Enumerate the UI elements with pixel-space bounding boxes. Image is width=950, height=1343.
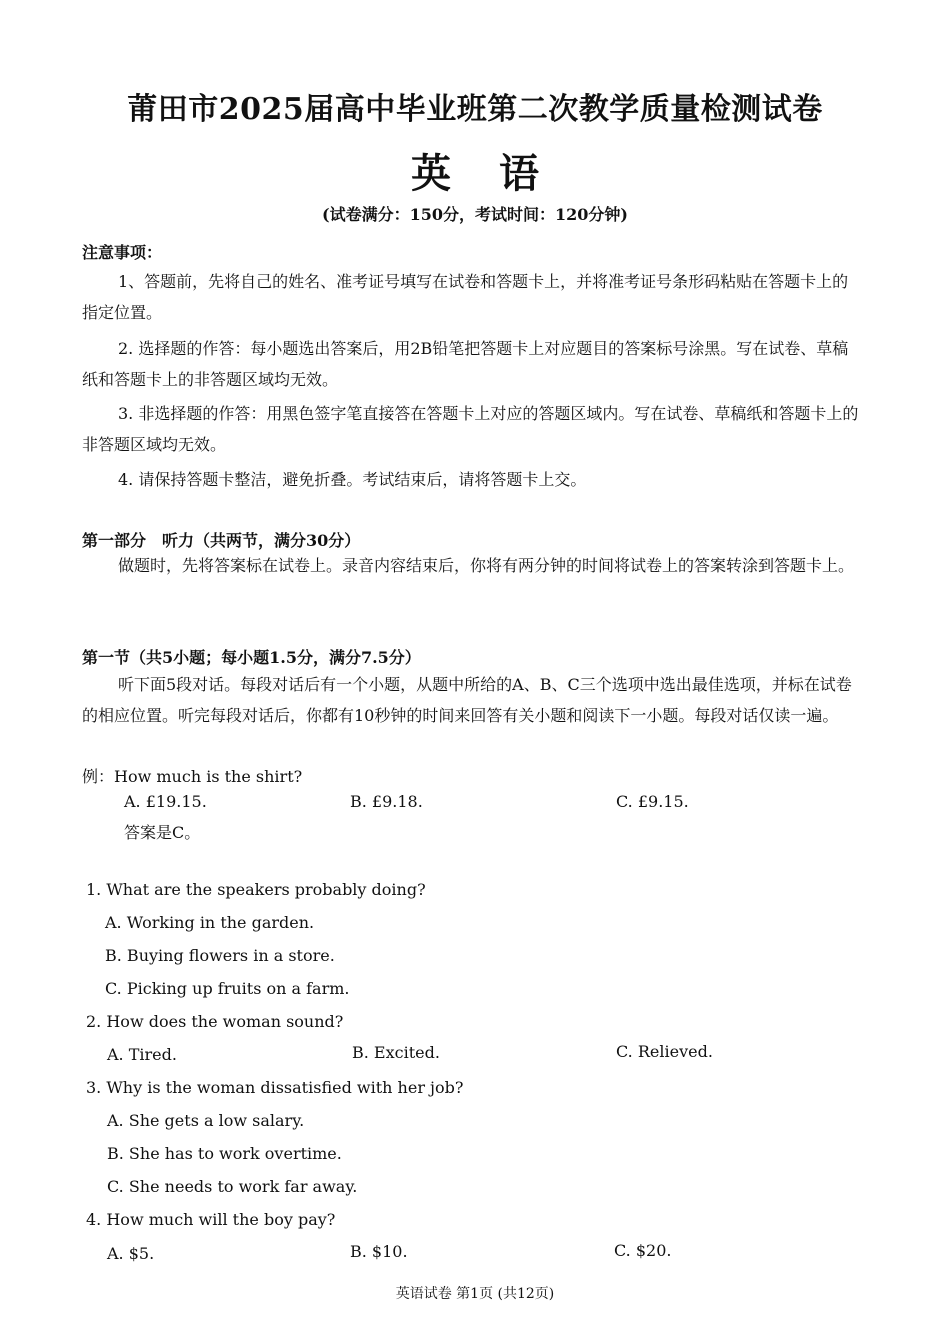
question-3-option-a: A. She gets a low salary. bbox=[107, 1111, 305, 1130]
question-1-option-a: A. Working in the garden. bbox=[105, 913, 315, 932]
subject-title: 英语 bbox=[411, 150, 587, 197]
question-2-option-c: C. Relieved. bbox=[616, 1042, 713, 1061]
question-2: 2. How does the woman sound? bbox=[86, 1012, 344, 1031]
exam-meta: (试卷满分：150分，考试时间：120分钟) bbox=[322, 205, 628, 224]
part1-instructions: 做题时，先将答案标在试卷上。录音内容结束后，你将有两分钟的时间将试卷上的答案转涂到答题卡上。 bbox=[118, 556, 855, 575]
section1-heading: 第一节（共5小题；每小题1.5分，满分7.5分） bbox=[82, 648, 421, 667]
question-4: 4. How much will the boy pay? bbox=[86, 1210, 336, 1229]
question-4-option-a: A. $5. bbox=[107, 1244, 155, 1263]
exam-title: 莆田市2025届高中毕业班第二次教学质量检测试卷 bbox=[127, 92, 823, 127]
question-4-option-c: C. $20. bbox=[614, 1241, 672, 1260]
question-2-option-a: A. Tired. bbox=[107, 1045, 177, 1064]
example-option-a: A. £19.15. bbox=[124, 792, 207, 811]
question-1-option-b: B. Buying flowers in a store. bbox=[105, 946, 335, 965]
part1-heading: 第一部分 听力（共两节，满分30分） bbox=[82, 531, 361, 550]
notice-heading: 注意事项： bbox=[82, 243, 163, 262]
example-answer: 答案是C。 bbox=[124, 823, 201, 842]
example-question bbox=[82, 764, 302, 787]
notice-item-2: 2. 选择题的作答：每小题选出答案后，用2B铅笔把答题卡上对应题目的答案标号涂黑。写在试卷、草稿纸和答题卡上的非答题区域均无效。 bbox=[82, 339, 849, 389]
example-question-text: How much is the shirt? bbox=[114, 767, 303, 786]
page-footer: 英语试卷 第1页 (共12页) bbox=[395, 1286, 555, 1302]
example-label: 例： bbox=[82, 767, 115, 786]
question-3-option-b: B. She has to work overtime. bbox=[107, 1144, 342, 1163]
question-2-option-b: B. Excited. bbox=[352, 1043, 440, 1062]
notice-item-3: 3. 非选择题的作答：用黑色签字笔直接答在答题卡上对应的答题区域内。写在试卷、草稿纸和答题卡上的非答题区域均无效。 bbox=[82, 404, 859, 454]
notice-item-1: 1、答题前，先将自己的姓名、准考证号填写在试卷和答题卡上，并将准考证号条形码粘贴在答题卡上的指定位置。 bbox=[82, 272, 849, 322]
section1-instructions: 听下面5段对话。每段对话后有一个小题，从题中所给的A、B、C三个选项中选出最佳选项，并标在试卷的相应位置。听完每段对话后，你都有10秒钟的时间来回答有关小题和阅读下一小题。每段对话仅读一遍。 bbox=[82, 675, 852, 725]
notice-item-4: 4. 请保持答题卡整洁，避免折叠。考试结束后，请将答题卡上交。 bbox=[118, 470, 587, 489]
question-4-option-b: B. $10. bbox=[350, 1242, 408, 1261]
example-option-b: B. £9.18. bbox=[350, 792, 423, 811]
question-1: 1. What are the speakers probably doing? bbox=[86, 880, 426, 899]
question-3-option-c: C. She needs to work far away. bbox=[107, 1177, 358, 1196]
question-1-option-c: C. Picking up fruits on a farm. bbox=[105, 979, 350, 998]
example-option-c: C. £9.15. bbox=[616, 792, 689, 811]
question-3: 3. Why is the woman dissatisfied with her job? bbox=[86, 1078, 464, 1097]
